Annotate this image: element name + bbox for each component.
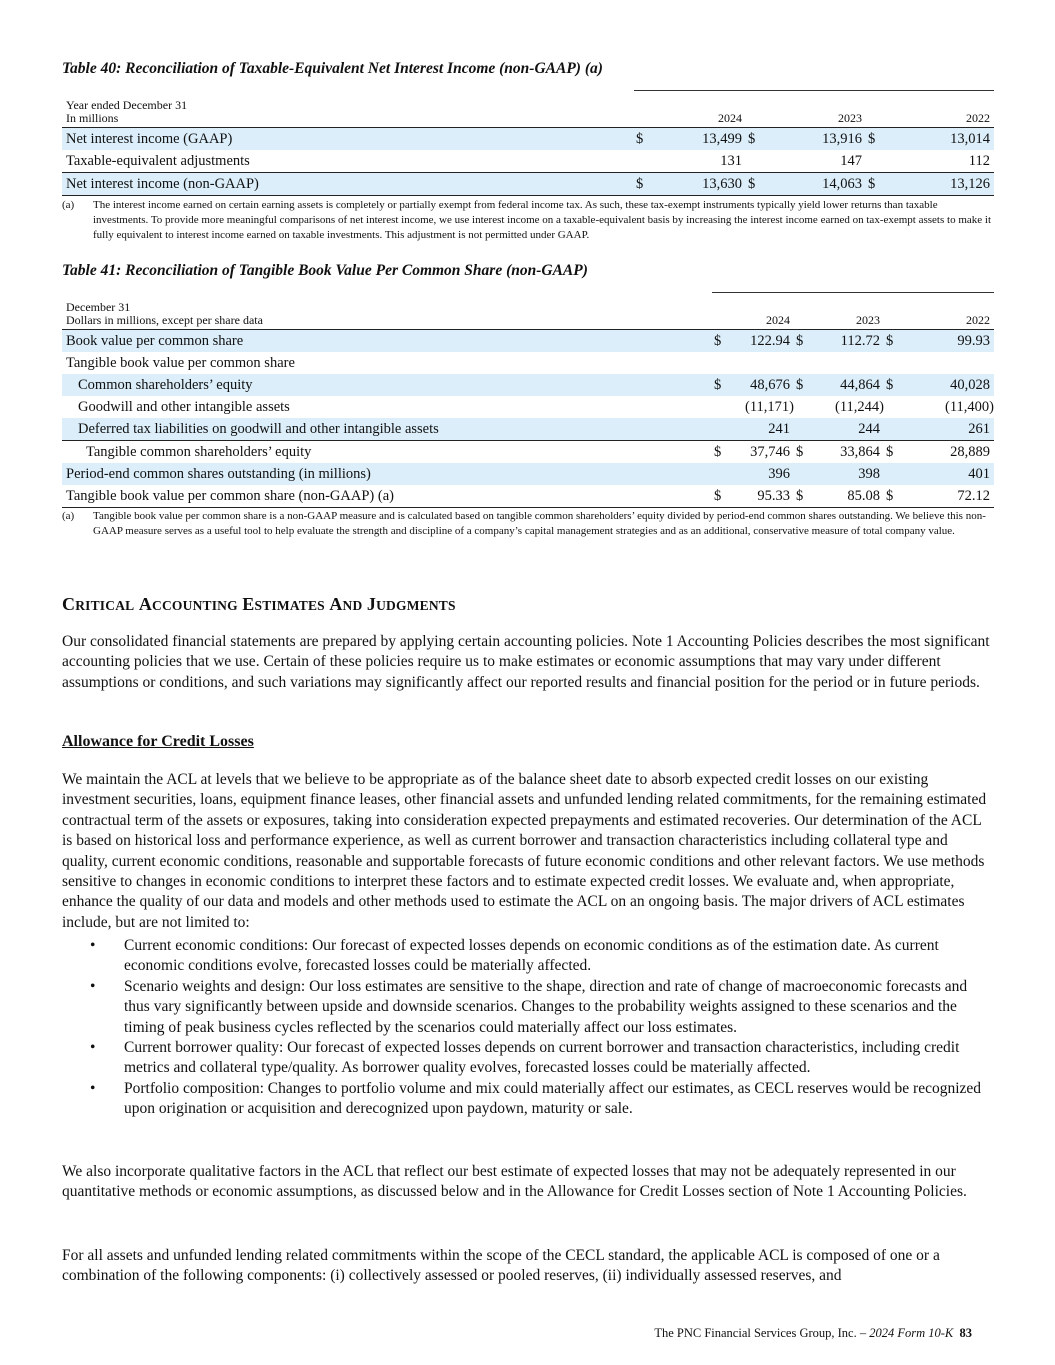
footnote-mark: (a)	[62, 199, 75, 211]
table-40-footnote	[62, 198, 994, 243]
currency-sign: $	[712, 330, 734, 353]
page-number: 83	[959, 1326, 972, 1340]
bullet-glyph: •	[90, 1079, 96, 1097]
table-row	[62, 330, 994, 353]
currency-sign: $	[712, 441, 734, 464]
table-header-label: December 31 Dollars in millions, except per share data	[66, 300, 263, 327]
page-footer	[654, 1326, 972, 1341]
currency-sign: $	[634, 173, 656, 196]
table-row	[62, 441, 994, 464]
year-header: 2022	[866, 91, 994, 128]
cell-value: 85.08	[847, 488, 880, 504]
bullet-glyph: •	[90, 937, 96, 954]
row-label: Taxable-equivalent adjustments	[66, 153, 250, 169]
table-41	[62, 292, 994, 508]
table-row	[62, 128, 994, 151]
list-item	[62, 936, 994, 977]
currency-sign: $	[634, 128, 656, 151]
table-row	[62, 418, 994, 441]
cell-value: (11,400)	[945, 399, 994, 415]
currency-sign: $	[886, 488, 894, 504]
table-row	[62, 352, 994, 374]
currency-sign: $	[884, 330, 906, 353]
qualitative-paragraph: We also incorporate qualitative factors in the ACL that reflect our best estimate of expected losses that may not be adequately represented in our quantitative methods or economic assumptions, as discussed below and in the Allowance for Credit Losses section of Note 1 Accounting Policies.	[62, 1163, 967, 1201]
currency-sign: $	[746, 128, 768, 151]
currency-sign	[634, 150, 656, 173]
year-header: 2024	[634, 91, 746, 128]
cell-value: 48,676	[734, 374, 794, 396]
table-40	[62, 90, 994, 196]
table-header-row	[62, 91, 994, 128]
cell-value: (11,244)	[835, 399, 884, 415]
row-label: Net interest income (non-GAAP)	[62, 173, 634, 196]
footnote-text: The interest income earned on certain earning assets is completely or partially exempt from federal income tax. As such, these tax-exempt instruments typically yield lower returns than taxable investments. To provide more meaningful comparisons of net interest income, we use interest income on a taxable-equivalent basis by increasing the interest income earned on tax-exempt assets to make it fully equivalent to interest income earned on taxable investments. This adjustment is not permitted under GAAP.	[93, 199, 992, 241]
bullet-glyph: •	[90, 1039, 96, 1057]
list-item-text: Portfolio composition: Changes to portfolio volume and mix could materially affect our estimates, as CECL reserves would be recognized upon origination or acquisition and derecognized upon paydown, maturity or sale.	[124, 1079, 982, 1118]
cell-value: (11,171)	[745, 399, 794, 415]
cell-value: 13,126	[888, 173, 994, 196]
cell-value: 398	[816, 463, 884, 485]
row-label: Tangible common shareholders’ equity	[62, 441, 712, 464]
year-header: 2023	[746, 91, 866, 128]
intro-paragraph: Our consolidated financial statements are prepared by applying certain accounting policies. Note 1 Accounting Policies describes the most significant accounting policies that we use. Certain of these policies require us to make estimates or economic assumptions that may vary under different assumptions or conditions, and such variations may significantly affect our reported results and financial position for the period or in future periods.	[62, 633, 990, 691]
currency-sign: $	[884, 441, 906, 464]
table-41-footnote	[62, 509, 994, 539]
table-41-title: Table 41: Reconciliation of Tangible Book Value Per Common Share (non-GAAP)	[62, 262, 588, 279]
table-header-row	[62, 293, 994, 330]
list-item-text: Current economic conditions: Our forecast of expected losses depends on economic conditions as of the estimation date. As current economic conditions evolve, forecasted losses could be materially affected.	[124, 937, 939, 975]
table-row	[62, 396, 994, 418]
cell-value: 401	[906, 463, 994, 485]
cell-value: 112.72	[816, 330, 884, 353]
currency-sign: $	[794, 441, 816, 464]
row-label: Book value per common share	[62, 330, 712, 353]
cell-value: 33,864	[816, 441, 884, 464]
currency-sign: $	[866, 128, 888, 151]
cell-value: 13,014	[888, 128, 994, 151]
cell-value: 13,916	[768, 128, 866, 151]
cell-value: 13,630	[656, 173, 746, 196]
currency-sign	[866, 150, 888, 173]
table-row	[62, 173, 994, 196]
row-label: Period-end common shares outstanding (in millions)	[62, 463, 712, 485]
cell-value: 244	[816, 418, 884, 441]
cell-value: 147	[840, 153, 862, 169]
currency-sign: $	[796, 488, 804, 504]
row-label: Common shareholders’ equity	[62, 374, 712, 396]
cell-value: 122.94	[734, 330, 794, 353]
list-item-text: Scenario weights and design: Our loss estimates are sensitive to the shape, direction and rate of change of macroeconomic forecasts and thus vary significantly between upside and downside scenarios. Changes to the probability weights assigned to these scenarios and the timing of peak business cycles reflected by the scenarios could materially affect our loss estimates.	[124, 977, 968, 1036]
list-item	[62, 1038, 994, 1079]
footer-company: The PNC Financial Services Group, Inc. –	[654, 1326, 870, 1340]
year-header: 2024	[712, 293, 794, 330]
year-header: 2022	[884, 293, 994, 330]
currency-sign: $	[794, 374, 816, 396]
cell-value: 37,746	[734, 441, 794, 464]
section-heading: CRITICAL ACCOUNTING ESTIMATES AND JUDGMENTS	[62, 594, 456, 614]
currency-sign: $	[712, 374, 734, 396]
cell-value: 14,063	[768, 173, 866, 196]
cell-value: 99.93	[906, 330, 994, 353]
table-row	[62, 485, 994, 508]
cell-value: 28,889	[906, 441, 994, 464]
row-label: Tangible book value per common share (non-GAAP) (a)	[66, 488, 394, 504]
cell-value: 95.33	[757, 488, 790, 504]
currency-sign: $	[714, 488, 722, 504]
list-item	[62, 1079, 994, 1120]
cell-value: 44,864	[816, 374, 884, 396]
cell-value: 241	[734, 418, 794, 441]
table-row	[62, 463, 994, 485]
table-40-title: Table 40: Reconciliation of Taxable-Equivalent Net Interest Income (non-GAAP) (a)	[62, 60, 603, 77]
cell-value: 13,499	[656, 128, 746, 151]
currency-sign: $	[884, 374, 906, 396]
currency-sign: $	[866, 173, 888, 196]
cell-value: 40,028	[906, 374, 994, 396]
list-item-text: Current borrower quality: Our forecast of expected losses depends on current borrower and transaction characteristics, including credit metrics and collateral type/quality. As borrower quality evolves, forecasted losses could be materially affected.	[124, 1039, 960, 1077]
list-item	[62, 977, 994, 1038]
currency-sign: $	[746, 173, 768, 196]
subsection-heading: Allowance for Credit Losses	[62, 733, 254, 750]
table-row	[62, 374, 994, 396]
bullet-glyph: •	[90, 977, 96, 995]
cell-value: 261	[906, 418, 994, 441]
row-label: Goodwill and other intangible assets	[78, 399, 290, 415]
cecl-paragraph: For all assets and unfunded lending related commitments within the scope of the CECL standard, the applicable ACL is composed of one or a combination of the following components: (i) collectively assessed or pooled reserves, (ii) individually assessed reserves, and	[62, 1247, 940, 1285]
cell-value: 131	[720, 153, 742, 169]
row-label: Deferred tax liabilities on goodwill and other intangible assets	[62, 418, 712, 441]
currency-sign: $	[794, 330, 816, 353]
footnote-text: Tangible book value per common share is a non-GAAP measure and is calculated based on tangible common shareholders’ equity divided by period-end common shares outstanding. We believe this non-GAAP measure serves as a useful tool to help evaluate the strength and discipline of a company’s capital management strategies and as an additional, conservative measure of total company value.	[93, 510, 986, 537]
table-row	[62, 150, 994, 173]
row-label: Tangible book value per common share	[66, 355, 295, 371]
footnote-mark: (a)	[62, 510, 75, 522]
acl-paragraph: We maintain the ACL at levels that we believe to be appropriate as of the balance sheet date to absorb expected credit losses on our existing investment securities, loans, equipment finance leases, other financial assets and unfunded lending related commitments, for the remaining estimated contractual term of the assets or exposures, taking into consideration expected prepayments and estimated recoveries. Our determination of the ACL is based on historical loss and performance experience, as well as current borrower and transaction characteristics including collateral type and quality, current economic conditions, reasonable and supportable forecasts of future economic conditions and other relevant factors. We use methods sensitive to changes in economic conditions to interpret these factors and to estimate expected credit losses. We evaluate and, when appropriate, enhance the quality of our data and models and other methods used to estimate the ACL on an ongoing basis. The major drivers of ACL estimates include, but are not limited to:	[62, 771, 987, 931]
table-header-label: Year ended December 31 In millions	[66, 98, 188, 125]
cell-value: 396	[734, 463, 794, 485]
acl-drivers-list	[62, 936, 994, 1120]
year-header: 2023	[794, 293, 884, 330]
cell-value: 72.12	[957, 488, 990, 504]
cell-value: 112	[968, 153, 990, 169]
currency-sign	[746, 150, 768, 173]
footer-form: 2024 Form 10-K	[869, 1326, 954, 1340]
row-label: Net interest income (GAAP)	[62, 128, 634, 151]
